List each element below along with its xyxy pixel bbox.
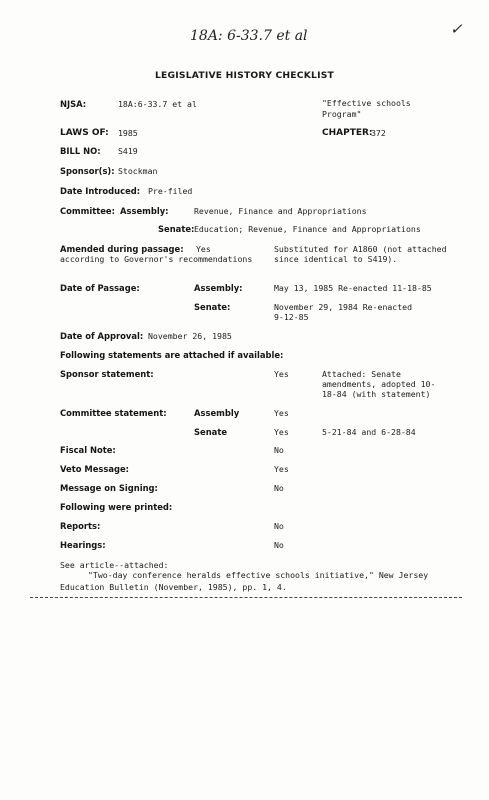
approval-label: Date of Approval: [60, 331, 144, 341]
laws-of-value: 1985 [118, 128, 138, 138]
bill-no-value: S419 [118, 146, 138, 156]
fiscal-note-label: Fiscal Note: [60, 445, 116, 455]
passage-senate-line1: November 29, 1984 Re-enacted [274, 302, 413, 312]
check-mark-icon: ✓ [450, 20, 463, 38]
attached-heading: Following statements are attached if available: [60, 350, 284, 360]
njsa-label: NJSA: [60, 99, 87, 109]
sponsor-note-line1: Attached: Senate [322, 369, 401, 379]
sponsor-statement-label: Sponsor statement: [60, 369, 154, 379]
amended-value: Yes [196, 244, 211, 254]
chapter-label: CHAPTER: [322, 128, 373, 138]
article-citation-line2: Education Bulletin (November, 1985), pp. 1, 4. [60, 582, 287, 592]
committee-senate-value: Education; Revenue, Finance and Appropriations [194, 224, 421, 234]
substituted-line2: since identical to S419). [274, 254, 398, 264]
committee-statement-label: Committee statement: [60, 408, 167, 418]
chapter-value: 372 [371, 128, 386, 138]
sponsor-statement-value: Yes [274, 369, 289, 379]
message-on-signing-label: Message on Signing: [60, 483, 158, 493]
sponsors-label: Sponsor(s): [60, 166, 115, 176]
committee-statement-assembly-value: Yes [274, 408, 289, 418]
laws-of-label: LAWS OF: [60, 128, 109, 138]
committee-assembly-label: Assembly: [120, 206, 169, 216]
committee-statement-senate-note: 5-21-84 and 6-28-84 [322, 427, 416, 437]
committee-assembly-value: Revenue, Finance and Appropriations [194, 206, 367, 216]
program-name-line2: Program" [322, 109, 362, 119]
committee-label: Committee: [60, 206, 115, 216]
date-introduced-label: Date Introduced: [60, 186, 141, 196]
dashed-divider [30, 597, 462, 598]
hearings-label: Hearings: [60, 540, 106, 550]
article-citation-line1: "Two-day conference heralds effective schools initiative," New Jersey [88, 570, 429, 580]
page-title: LEGISLATIVE HISTORY CHECKLIST [155, 70, 334, 81]
substituted-line1: Substituted for A1860 (not attached [274, 244, 447, 254]
passage-label: Date of Passage: [60, 283, 140, 293]
handwritten-header: 18A: 6-33.7 et al [190, 28, 308, 44]
committee-senate-label: Senate: [158, 224, 195, 234]
passage-assembly-value: May 13, 1985 Re-enacted 11-18-85 [274, 283, 432, 293]
reports-value: No [274, 521, 284, 531]
passage-senate-label: Senate: [194, 302, 231, 312]
fiscal-note-value: No [274, 445, 284, 455]
printed-heading: Following were printed: [60, 502, 173, 512]
reports-label: Reports: [60, 521, 101, 531]
sponsor-note-line2: amendments, adopted 10- [322, 379, 436, 389]
hearings-value: No [274, 540, 284, 550]
see-article-label: See article--attached: [60, 560, 169, 570]
message-on-signing-value: No [274, 483, 284, 493]
committee-statement-senate-value: Yes [274, 427, 289, 437]
veto-message-value: Yes [274, 464, 289, 474]
passage-senate-line2: 9-12-85 [274, 312, 309, 322]
date-introduced-value: Pre-filed [148, 186, 193, 196]
amended-label: Amended during passage: [60, 244, 184, 254]
approval-value: November 26, 1985 [148, 331, 232, 341]
amended-note: according to Governor's recommendations [60, 254, 253, 264]
veto-message-label: Veto Message: [60, 464, 130, 474]
bill-no-label: BILL NO: [60, 146, 101, 156]
committee-statement-senate-label: Senate [194, 427, 228, 437]
program-name-line1: "Effective schools [322, 98, 411, 108]
sponsor-note-line3: 18-84 (with statement) [322, 389, 431, 399]
njsa-value: 18A:6-33.7 et al [118, 99, 197, 109]
passage-assembly-label: Assembly: [194, 283, 243, 293]
committee-statement-assembly-label: Assembly [194, 408, 240, 418]
sponsors-value: Stockman [118, 166, 158, 176]
